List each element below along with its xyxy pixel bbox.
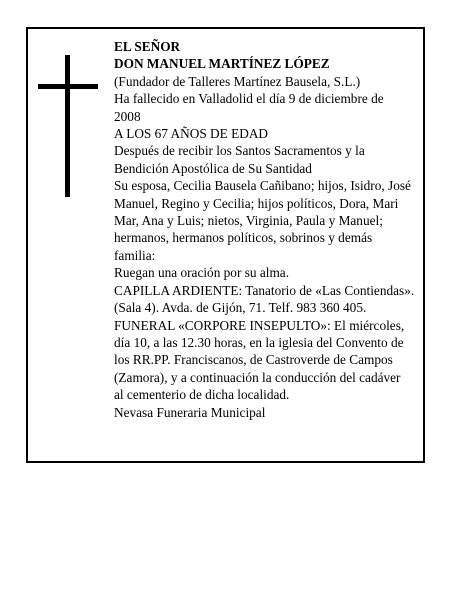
cross-vertical-bar bbox=[65, 55, 70, 197]
notice-text-line: los RR.PP. Franciscanos, de Castroverde de Campos bbox=[114, 352, 393, 368]
notice-text-line: Bendición Apostólica de Su Santidad bbox=[114, 160, 312, 176]
cross-horizontal-bar bbox=[38, 84, 98, 89]
notice-text-line: CAPILLA ARDIENTE: Tanatorio de «Las Contiendas». bbox=[114, 282, 415, 298]
notice-text-line: A LOS 67 AÑOS DE EDAD bbox=[114, 126, 269, 142]
notice-text-line: Su esposa, Cecilia Bausela Cañibano; hijos, Isidro, José bbox=[114, 178, 411, 194]
latin-cross-icon bbox=[38, 55, 98, 197]
notice-text-line: Mar, Ana y Luis; nietos, Virginia, Paula y Manuel; bbox=[114, 213, 383, 229]
notice-text-line: Nevasa Funeraria Municipal bbox=[114, 404, 266, 420]
notice-text-line: día 10, a las 12.30 horas, en la iglesia del Convento de bbox=[114, 334, 404, 350]
notice-text-line: (Sala 4). Avda. de Gijón, 71. Telf. 983 360 405. bbox=[114, 300, 367, 316]
notice-text-line: al cementerio de dicha localidad. bbox=[114, 387, 290, 403]
obituary-text bbox=[114, 38, 424, 421]
notice-text-line: Manuel, Regino y Cecilia; hijos políticos, Dora, Mari bbox=[114, 195, 399, 211]
notice-text-line: hermanos, hermanos políticos, sobrinos y demás bbox=[114, 230, 373, 246]
notice-heading-line: EL SEÑOR bbox=[114, 39, 181, 54]
notice-text-line: Después de recibir los Santos Sacramentos y la bbox=[114, 143, 365, 159]
notice-text-line: (Fundador de Talleres Martínez Bausela, S.L.) bbox=[114, 73, 361, 89]
notice-text-line: 2008 bbox=[114, 108, 141, 124]
notice-text-line: (Zamora), y a continuación la conducción del cadáver bbox=[114, 369, 401, 385]
notice-text-line: FUNERAL «CORPORE INSEPULTO»: El miércoles, bbox=[114, 317, 405, 333]
notice-text-line: Ha fallecido en Valladolid el día 9 de diciembre de bbox=[114, 91, 384, 107]
notice-heading-line: DON MANUEL MARTÍNEZ LÓPEZ bbox=[114, 56, 330, 72]
notice-text-line: Ruegan una oración por su alma. bbox=[114, 265, 290, 281]
notice-text-line: familia: bbox=[114, 247, 156, 263]
